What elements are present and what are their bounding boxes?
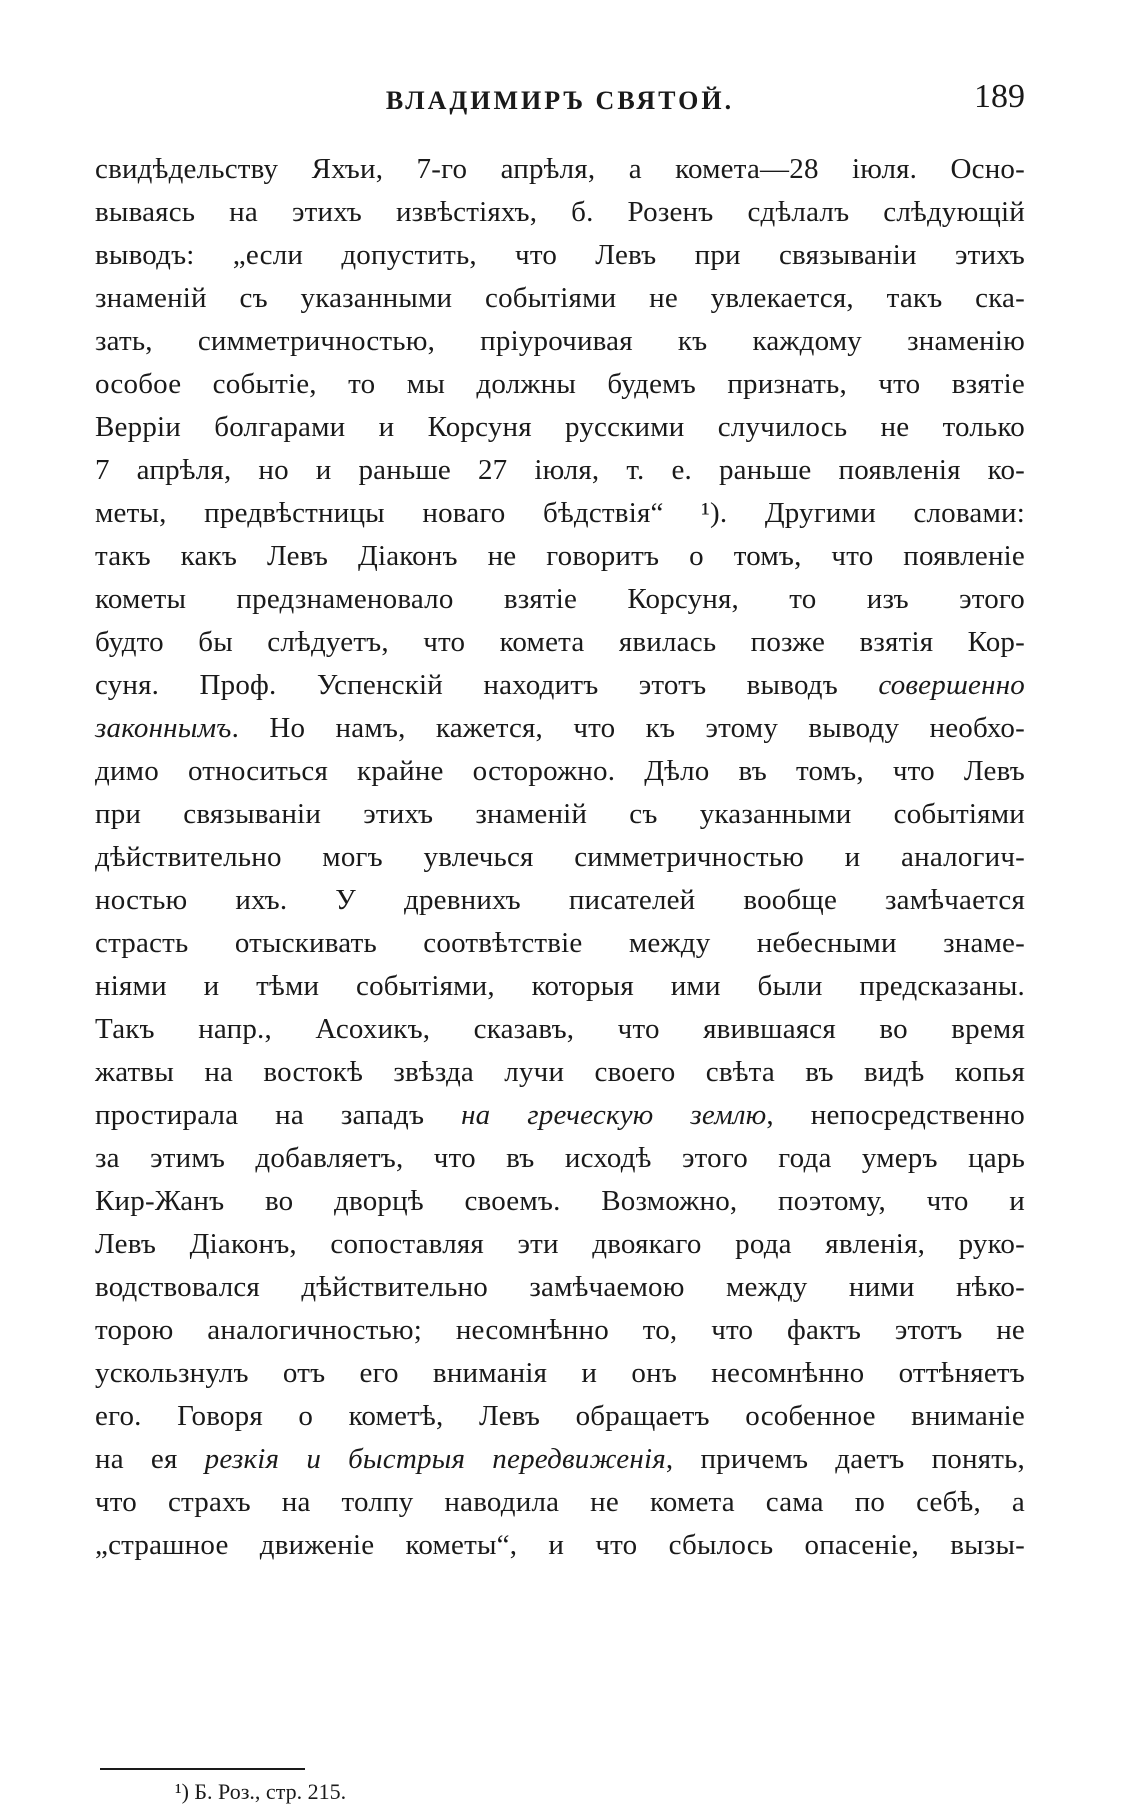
text-segment: кометы предзнаменовало взятіе Корсуня, то изъ этого	[95, 583, 1025, 615]
text-line	[95, 1395, 1025, 1438]
page-header	[95, 78, 1025, 128]
text-segment: димо относиться крайне осторожно. Дѣло въ томъ, что Левъ	[95, 755, 1025, 787]
text-segment: Кир-Жанъ во дворцѣ своемъ. Возможно, поэтому, что и	[95, 1185, 1025, 1217]
text-segment: будто бы слѣдуетъ, что комета явилась позже взятія Кор-	[95, 626, 1025, 658]
text-line	[95, 578, 1025, 621]
page-number: 189	[974, 78, 1025, 115]
text-segment: „страшное движеніе кометы“, и что сбылось опасеніе, вызы-	[95, 1529, 1025, 1561]
text-segment: дѣйствительно могъ увлечься симметричностью и аналогич-	[95, 841, 1025, 873]
text-line	[95, 1051, 1025, 1094]
body-text	[95, 148, 1025, 1567]
text-line	[95, 1266, 1025, 1309]
footnote-divider	[100, 1768, 305, 1770]
text-segment: Такъ напр., Асохикъ, сказавъ, что явившаяся во время	[95, 1013, 1025, 1045]
text-line	[95, 191, 1025, 234]
text-line	[95, 1352, 1025, 1395]
text-segment: , причемъ даетъ понять,	[665, 1443, 1025, 1475]
text-line	[95, 879, 1025, 922]
text-segment: страсть отыскивать соотвѣтствіе между небесными знаме-	[95, 927, 1025, 959]
text-line	[95, 965, 1025, 1008]
text-segment: суня. Проф. Успенскій находитъ этотъ выводъ	[95, 669, 879, 701]
text-line	[95, 793, 1025, 836]
text-segment: торою аналогичностью; несомнѣнно то, что фактъ этотъ не	[95, 1314, 1025, 1346]
text-segment: что страхъ на толпу наводила не комета сама по себѣ, а	[95, 1486, 1025, 1518]
text-line	[95, 535, 1025, 578]
text-line	[95, 1438, 1025, 1481]
text-line	[95, 1309, 1025, 1352]
text-line	[95, 1094, 1025, 1137]
text-segment: вываясь на этихъ извѣстіяхъ, б. Розенъ сдѣлалъ слѣдующій	[95, 196, 1025, 228]
text-line	[95, 750, 1025, 793]
text-segment: . Но намъ, кажется, что къ этому выводу необхо-	[231, 712, 1025, 744]
text-segment: Левъ Діаконъ, сопоставляя эти двоякаго рода явленія, руко-	[95, 1228, 1025, 1260]
text-segment: простирала на западъ	[95, 1099, 462, 1131]
text-segment: свидѣдельству Яхъи, 7-го апрѣля, а комета—28 іюля. Осно-	[95, 153, 1025, 185]
text-line	[95, 363, 1025, 406]
text-segment: ускользнулъ отъ его вниманія и онъ несомнѣнно оттѣняетъ	[95, 1357, 1025, 1389]
text-line	[95, 406, 1025, 449]
text-line	[95, 664, 1025, 707]
footnote-marker: ¹)	[175, 1779, 189, 1804]
italic-segment: на греческую землю	[461, 1099, 767, 1131]
text-segment: жатвы на востокѣ звѣзда лучи своего свѣта въ видѣ копья	[95, 1056, 1025, 1088]
text-segment: зать, симметричностью, пріурочивая къ каждому знаменію	[95, 325, 1025, 357]
text-line	[95, 449, 1025, 492]
footnote-text: Б. Роз., стр. 215.	[194, 1779, 347, 1804]
text-line	[95, 1137, 1025, 1180]
text-segment: его. Говоря о кометѣ, Левъ обращаетъ особенное вниманіе	[95, 1400, 1025, 1432]
text-segment: особое событіе, то мы должны будемъ признать, что взятіе	[95, 368, 1025, 400]
text-segment: 7 апрѣля, но и раньше 27 іюля, т. е. раньше появленія ко-	[95, 454, 1025, 486]
text-segment: такъ какъ Левъ Діаконъ не говоритъ о томъ, что появленіе	[95, 540, 1025, 572]
text-line	[95, 707, 1025, 750]
text-line	[95, 234, 1025, 277]
text-segment: на ея	[95, 1443, 205, 1475]
text-segment: знаменій съ указанными событіями не увлекается, такъ ска-	[95, 282, 1025, 314]
text-line	[95, 148, 1025, 191]
footnote	[175, 1780, 346, 1804]
text-segment: при связываніи этихъ знаменій съ указанными событіями	[95, 798, 1025, 830]
text-line	[95, 836, 1025, 879]
text-line	[95, 1180, 1025, 1223]
text-segment: ніями и тѣми событіями, которыя ими были предсказаны.	[95, 970, 1025, 1002]
text-line	[95, 320, 1025, 363]
text-line	[95, 277, 1025, 320]
text-line	[95, 1223, 1025, 1266]
italic-segment: резкія и быстрыя передвиженія	[204, 1443, 666, 1475]
text-line	[95, 922, 1025, 965]
text-line	[95, 621, 1025, 664]
text-segment: за этимъ добавляетъ, что въ исходѣ этого года умеръ царь	[95, 1142, 1025, 1174]
text-line	[95, 1481, 1025, 1524]
text-segment: меты, предвѣстницы новаго бѣдствія“ ¹). Другими словами:	[95, 497, 1025, 529]
italic-segment: совершенно	[878, 669, 1025, 701]
text-segment: выводъ: „если допустить, что Левъ при связываніи этихъ	[95, 239, 1025, 271]
running-title: ВЛАДИМИРЪ СВЯТОЙ.	[385, 86, 735, 115]
text-line	[95, 1008, 1025, 1051]
italic-segment: законнымъ	[95, 712, 232, 744]
text-segment: ностью ихъ. У древнихъ писателей вообще замѣчается	[95, 884, 1025, 916]
text-line	[95, 492, 1025, 535]
text-line	[95, 1524, 1025, 1567]
text-segment: Верріи болгарами и Корсуня русскими случилось не только	[95, 411, 1025, 443]
text-segment: , непосредственно	[766, 1099, 1025, 1131]
text-segment: водствовался дѣйствительно замѣчаемою между ними нѣко-	[95, 1271, 1025, 1303]
